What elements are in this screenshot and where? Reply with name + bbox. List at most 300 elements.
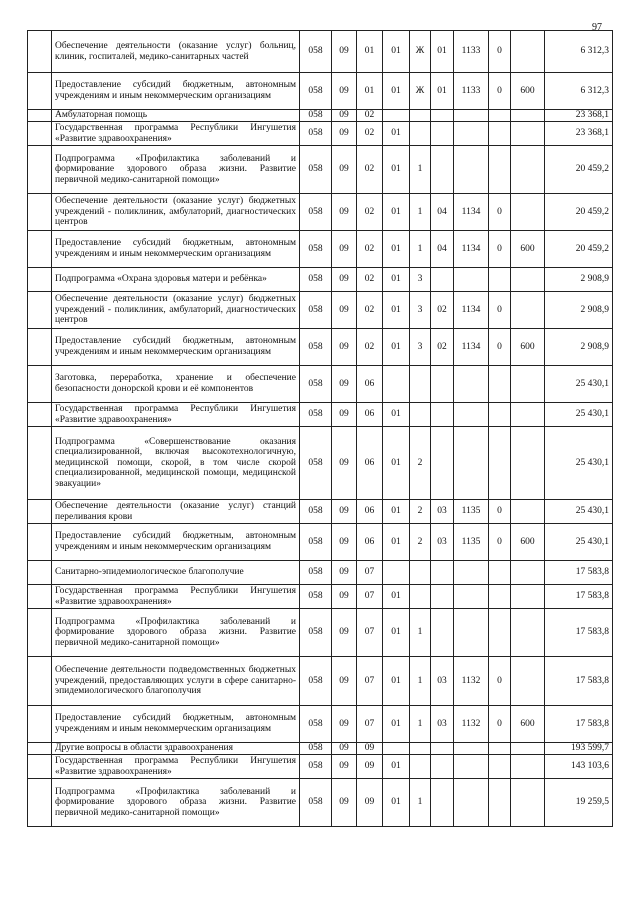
row-expense-type [511, 609, 545, 657]
row-direction [454, 755, 489, 779]
row-amount: 193 599,7 [545, 743, 613, 755]
row-main-event: 01 [431, 31, 454, 73]
row-expense-type [511, 292, 545, 329]
row-program: 01 [383, 73, 410, 110]
row-direction: 1134 [454, 194, 489, 231]
row-main-event: 02 [431, 329, 454, 366]
row-amount: 6 312,3 [545, 31, 613, 73]
row-amount: 17 583,8 [545, 657, 613, 706]
row-expense-type [511, 500, 545, 524]
row-main-event: 02 [431, 292, 454, 329]
row-program: 01 [383, 292, 410, 329]
row-program: 01 [383, 524, 410, 561]
row-section: 09 [332, 194, 357, 231]
row-subprogram: 1 [410, 146, 431, 194]
row-amount: 17 583,8 [545, 585, 613, 609]
row-subprogram: Ж [410, 73, 431, 110]
row-main-event [431, 122, 454, 146]
row-ministry: 058 [300, 755, 332, 779]
row-code8: 0 [489, 329, 511, 366]
row-amount: 2 908,9 [545, 292, 613, 329]
row-name: Обеспечение деятельности подведомственных бюджетных учреждений, предоставляющих услуги в сфере санитарно-эпидемиологического благополучия [52, 657, 300, 706]
row-name: Предоставление субсидий бюджетным, автономным учреждениям и иным некоммерческим организациям [52, 524, 300, 561]
row-amount: 17 583,8 [545, 561, 613, 585]
row-name: Другие вопросы в области здравоохранения [52, 743, 300, 755]
row-main-event [431, 146, 454, 194]
row-direction [454, 403, 489, 427]
row-direction: 1133 [454, 31, 489, 73]
row-code8 [489, 110, 511, 122]
row-amount: 25 430,1 [545, 403, 613, 427]
row-blank-cell [28, 122, 52, 146]
row-blank-cell [28, 329, 52, 366]
row-main-event: 03 [431, 706, 454, 743]
row-name: Предоставление субсидий бюджетным, автономным учреждениям и иным некоммерческим организациям [52, 706, 300, 743]
row-blank-cell [28, 366, 52, 403]
row-main-event [431, 268, 454, 292]
row-subsection: 02 [357, 329, 383, 366]
row-blank-cell [28, 500, 52, 524]
row-ministry: 058 [300, 292, 332, 329]
row-ministry: 058 [300, 231, 332, 268]
row-blank-cell [28, 31, 52, 73]
row-amount: 19 259,5 [545, 779, 613, 827]
row-program: 01 [383, 403, 410, 427]
row-program: 01 [383, 231, 410, 268]
row-subprogram [410, 743, 431, 755]
row-section: 09 [332, 31, 357, 73]
row-amount: 23 368,1 [545, 122, 613, 146]
row-blank-cell [28, 427, 52, 500]
row-program: 01 [383, 427, 410, 500]
table-row [28, 194, 613, 231]
row-program: 01 [383, 146, 410, 194]
row-expense-type [511, 657, 545, 706]
row-section: 09 [332, 706, 357, 743]
table-row [28, 73, 613, 110]
row-name: Обеспечение деятельности (оказание услуг) бюджетных учреждений - поликлиник, амбулаторий, диагностических центров [52, 292, 300, 329]
row-ministry: 058 [300, 122, 332, 146]
row-section: 09 [332, 366, 357, 403]
row-blank-cell [28, 779, 52, 827]
row-subsection: 09 [357, 743, 383, 755]
row-amount: 25 430,1 [545, 500, 613, 524]
row-blank-cell [28, 657, 52, 706]
row-expense-type [511, 779, 545, 827]
row-subprogram [410, 366, 431, 403]
table-row [28, 146, 613, 194]
table-row [28, 657, 613, 706]
row-blank-cell [28, 524, 52, 561]
row-program: 01 [383, 329, 410, 366]
row-name: Заготовка, переработка, хранение и обеспечение безопасности донорской крови и её компонентов [52, 366, 300, 403]
row-blank-cell [28, 403, 52, 427]
row-ministry: 058 [300, 146, 332, 194]
row-name: Предоставление субсидий бюджетным, автономным учреждениям и иным некоммерческим организациям [52, 73, 300, 110]
row-name: Государственная программа Республики Ингушетия «Развитие здравоохранения» [52, 403, 300, 427]
row-code8 [489, 146, 511, 194]
row-ministry: 058 [300, 110, 332, 122]
row-blank-cell [28, 292, 52, 329]
table-row [28, 122, 613, 146]
row-expense-type [511, 146, 545, 194]
row-program: 01 [383, 609, 410, 657]
row-ministry: 058 [300, 561, 332, 585]
row-expense-type: 600 [511, 329, 545, 366]
row-name: Подпрограмма «Профилактика заболеваний и формирование здорового образа жизни. Развитие первичной медико-санитарной помощи» [52, 779, 300, 827]
row-blank-cell [28, 609, 52, 657]
row-section: 09 [332, 524, 357, 561]
row-main-event: 03 [431, 657, 454, 706]
row-subprogram [410, 403, 431, 427]
row-subsection: 09 [357, 779, 383, 827]
table-body [28, 31, 613, 827]
row-program: 01 [383, 779, 410, 827]
row-direction [454, 146, 489, 194]
row-code8 [489, 366, 511, 403]
row-subsection: 02 [357, 146, 383, 194]
row-program: 01 [383, 31, 410, 73]
row-amount: 17 583,8 [545, 609, 613, 657]
row-ministry: 058 [300, 73, 332, 110]
row-amount: 20 459,2 [545, 146, 613, 194]
row-subprogram: 3 [410, 268, 431, 292]
row-direction: 1134 [454, 292, 489, 329]
row-amount: 17 583,8 [545, 706, 613, 743]
row-direction: 1135 [454, 524, 489, 561]
row-code8 [489, 427, 511, 500]
row-section: 09 [332, 561, 357, 585]
row-section: 09 [332, 755, 357, 779]
row-expense-type: 600 [511, 231, 545, 268]
row-section: 09 [332, 146, 357, 194]
row-main-event [431, 585, 454, 609]
row-blank-cell [28, 706, 52, 743]
row-subsection: 01 [357, 73, 383, 110]
row-blank-cell [28, 73, 52, 110]
row-direction: 1135 [454, 500, 489, 524]
row-blank-cell [28, 561, 52, 585]
row-main-event [431, 779, 454, 827]
row-main-event [431, 403, 454, 427]
row-subsection: 07 [357, 657, 383, 706]
table-row [28, 585, 613, 609]
row-expense-type [511, 427, 545, 500]
row-subprogram: 2 [410, 524, 431, 561]
row-program [383, 110, 410, 122]
row-name: Подпрограмма «Охрана здоровья матери и ребёнка» [52, 268, 300, 292]
row-section: 09 [332, 779, 357, 827]
row-subprogram: 3 [410, 292, 431, 329]
row-code8 [489, 122, 511, 146]
row-section: 09 [332, 743, 357, 755]
row-code8 [489, 403, 511, 427]
row-code8: 0 [489, 524, 511, 561]
row-name: Обеспечение деятельности (оказание услуг) больниц, клиник, госпиталей, медико-санитарных частей [52, 31, 300, 73]
row-expense-type [511, 366, 545, 403]
row-program: 01 [383, 122, 410, 146]
row-subprogram: 1 [410, 609, 431, 657]
row-section: 09 [332, 657, 357, 706]
row-program: 01 [383, 500, 410, 524]
row-ministry: 058 [300, 403, 332, 427]
row-subsection: 02 [357, 268, 383, 292]
row-blank-cell [28, 110, 52, 122]
table-row [28, 329, 613, 366]
table-row [28, 268, 613, 292]
row-expense-type [511, 585, 545, 609]
row-name: Обеспечение деятельности (оказание услуг) станций переливания крови [52, 500, 300, 524]
row-ministry: 058 [300, 366, 332, 403]
row-blank-cell [28, 268, 52, 292]
row-subsection: 06 [357, 403, 383, 427]
budget-table [27, 30, 613, 827]
row-subsection: 07 [357, 706, 383, 743]
row-program: 01 [383, 755, 410, 779]
row-direction: 1132 [454, 657, 489, 706]
row-ministry: 058 [300, 524, 332, 561]
row-main-event: 04 [431, 194, 454, 231]
row-section: 09 [332, 268, 357, 292]
row-expense-type [511, 268, 545, 292]
row-direction: 1134 [454, 231, 489, 268]
row-ministry: 058 [300, 657, 332, 706]
table-row [28, 779, 613, 827]
row-subsection: 06 [357, 500, 383, 524]
row-section: 09 [332, 609, 357, 657]
row-subsection: 07 [357, 609, 383, 657]
row-blank-cell [28, 231, 52, 268]
row-main-event [431, 755, 454, 779]
row-subprogram [410, 122, 431, 146]
row-amount: 20 459,2 [545, 231, 613, 268]
row-blank-cell [28, 146, 52, 194]
row-amount: 143 103,6 [545, 755, 613, 779]
row-main-event [431, 110, 454, 122]
row-direction [454, 609, 489, 657]
row-name: Государственная программа Республики Ингушетия «Развитие здравоохранения» [52, 755, 300, 779]
row-name: Подпрограмма «Профилактика заболеваний и формирование здорового образа жизни. Развитие первичной медико-санитарной помощи» [52, 609, 300, 657]
row-code8 [489, 755, 511, 779]
row-amount: 2 908,9 [545, 329, 613, 366]
row-expense-type: 600 [511, 706, 545, 743]
row-main-event: 03 [431, 500, 454, 524]
row-direction [454, 427, 489, 500]
row-subsection: 06 [357, 524, 383, 561]
row-subprogram: Ж [410, 31, 431, 73]
row-section: 09 [332, 110, 357, 122]
row-name: Обеспечение деятельности (оказание услуг) бюджетных учреждений - поликлиник, амбулаторий, диагностических центров [52, 194, 300, 231]
row-subprogram [410, 110, 431, 122]
row-name: Санитарно-эпидемиологическое благополучие [52, 561, 300, 585]
row-name: Государственная программа Республики Ингушетия «Развитие здравоохранения» [52, 585, 300, 609]
row-section: 09 [332, 73, 357, 110]
row-code8 [489, 585, 511, 609]
row-section: 09 [332, 427, 357, 500]
row-subsection: 01 [357, 31, 383, 73]
row-direction [454, 110, 489, 122]
row-code8: 0 [489, 231, 511, 268]
row-section: 09 [332, 500, 357, 524]
row-subsection: 02 [357, 292, 383, 329]
row-main-event [431, 743, 454, 755]
row-blank-cell [28, 743, 52, 755]
table-row [28, 427, 613, 500]
table-row [28, 706, 613, 743]
row-subsection: 02 [357, 122, 383, 146]
row-blank-cell [28, 755, 52, 779]
row-main-event: 01 [431, 73, 454, 110]
row-direction [454, 122, 489, 146]
row-subprogram: 1 [410, 657, 431, 706]
page-number: 97 [592, 22, 602, 33]
row-ministry: 058 [300, 779, 332, 827]
row-subprogram: 1 [410, 231, 431, 268]
table-row [28, 31, 613, 73]
row-main-event [431, 427, 454, 500]
row-direction [454, 268, 489, 292]
row-direction: 1134 [454, 329, 489, 366]
row-section: 09 [332, 403, 357, 427]
row-section: 09 [332, 122, 357, 146]
row-subprogram: 1 [410, 194, 431, 231]
row-expense-type [511, 755, 545, 779]
row-subsection: 06 [357, 427, 383, 500]
row-section: 09 [332, 292, 357, 329]
row-section: 09 [332, 329, 357, 366]
row-section: 09 [332, 231, 357, 268]
table-row [28, 755, 613, 779]
row-program: 01 [383, 268, 410, 292]
row-name: Амбулаторная помощь [52, 110, 300, 122]
row-subsection: 02 [357, 231, 383, 268]
table-row [28, 500, 613, 524]
row-code8: 0 [489, 657, 511, 706]
row-subsection: 09 [357, 755, 383, 779]
row-code8 [489, 561, 511, 585]
row-code8: 0 [489, 706, 511, 743]
row-subprogram: 1 [410, 706, 431, 743]
row-program: 01 [383, 657, 410, 706]
row-amount: 20 459,2 [545, 194, 613, 231]
row-subsection: 02 [357, 110, 383, 122]
row-blank-cell [28, 194, 52, 231]
row-amount: 2 908,9 [545, 268, 613, 292]
table-row [28, 609, 613, 657]
row-code8 [489, 779, 511, 827]
row-subsection: 06 [357, 366, 383, 403]
row-expense-type [511, 31, 545, 73]
row-subprogram [410, 561, 431, 585]
table-row [28, 743, 613, 755]
row-direction [454, 366, 489, 403]
row-name: Предоставление субсидий бюджетным, автономным учреждениям и иным некоммерческим организациям [52, 231, 300, 268]
row-ministry: 058 [300, 427, 332, 500]
row-code8: 0 [489, 31, 511, 73]
row-direction: 1133 [454, 73, 489, 110]
table-row [28, 524, 613, 561]
row-subprogram: 1 [410, 779, 431, 827]
row-subprogram: 3 [410, 329, 431, 366]
row-subsection: 07 [357, 585, 383, 609]
row-name: Подпрограмма «Профилактика заболеваний и формирование здорового образа жизни. Развитие первичной медико-санитарной помощи» [52, 146, 300, 194]
table-row [28, 561, 613, 585]
table-row [28, 231, 613, 268]
row-name: Государственная программа Республики Ингушетия «Развитие здравоохранения» [52, 122, 300, 146]
table-row [28, 292, 613, 329]
row-amount: 25 430,1 [545, 524, 613, 561]
row-subprogram: 2 [410, 427, 431, 500]
row-expense-type [511, 110, 545, 122]
row-expense-type [511, 122, 545, 146]
row-direction [454, 743, 489, 755]
row-ministry: 058 [300, 706, 332, 743]
row-section: 09 [332, 585, 357, 609]
row-subprogram [410, 585, 431, 609]
row-main-event [431, 561, 454, 585]
row-program: 01 [383, 194, 410, 231]
row-ministry: 058 [300, 31, 332, 73]
row-code8: 0 [489, 292, 511, 329]
row-amount: 6 312,3 [545, 73, 613, 110]
row-code8 [489, 609, 511, 657]
row-code8: 0 [489, 500, 511, 524]
row-name: Предоставление субсидий бюджетным, автономным учреждениям и иным некоммерческим организациям [52, 329, 300, 366]
row-expense-type [511, 194, 545, 231]
row-amount: 25 430,1 [545, 366, 613, 403]
row-name: Подпрограмма «Совершенствование оказания специализированной, включая высокотехнологичную, медицинской помощи, скорой, в том числе скорой специализированной, медицинской помощи, медицинской эвакуации» [52, 427, 300, 500]
table-row [28, 403, 613, 427]
row-expense-type [511, 561, 545, 585]
row-ministry: 058 [300, 268, 332, 292]
row-direction [454, 779, 489, 827]
row-expense-type [511, 743, 545, 755]
row-expense-type: 600 [511, 73, 545, 110]
table-row [28, 110, 613, 122]
row-code8: 0 [489, 73, 511, 110]
table-row [28, 366, 613, 403]
row-expense-type [511, 403, 545, 427]
row-code8 [489, 268, 511, 292]
row-direction: 1132 [454, 706, 489, 743]
row-main-event: 04 [431, 231, 454, 268]
row-code8: 0 [489, 194, 511, 231]
row-program [383, 561, 410, 585]
row-program [383, 743, 410, 755]
row-subsection: 07 [357, 561, 383, 585]
row-direction [454, 561, 489, 585]
row-ministry: 058 [300, 329, 332, 366]
row-ministry: 058 [300, 194, 332, 231]
row-program: 01 [383, 585, 410, 609]
row-subsection: 02 [357, 194, 383, 231]
row-ministry: 058 [300, 585, 332, 609]
row-subprogram: 2 [410, 500, 431, 524]
row-program: 01 [383, 706, 410, 743]
row-code8 [489, 743, 511, 755]
row-blank-cell [28, 585, 52, 609]
row-program [383, 366, 410, 403]
row-ministry: 058 [300, 500, 332, 524]
row-main-event: 03 [431, 524, 454, 561]
row-ministry: 058 [300, 743, 332, 755]
row-ministry: 058 [300, 609, 332, 657]
row-subprogram [410, 755, 431, 779]
row-expense-type: 600 [511, 524, 545, 561]
row-amount: 25 430,1 [545, 427, 613, 500]
row-amount: 23 368,1 [545, 110, 613, 122]
row-main-event [431, 366, 454, 403]
